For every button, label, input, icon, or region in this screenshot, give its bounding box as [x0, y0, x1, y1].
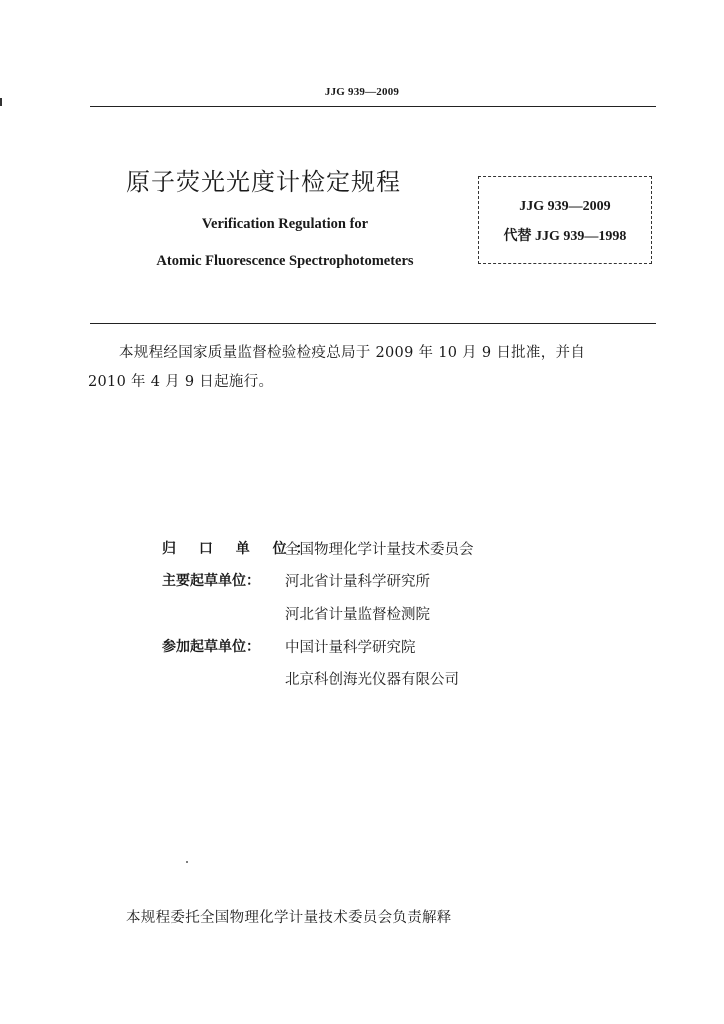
title-chinese: 原子荧光光度计检定规程: [126, 168, 401, 196]
replaces-code: 代替 JJG 939—1998: [503, 229, 627, 244]
title-english-line1: Verification Regulation for: [201, 216, 369, 232]
main-drafting-unit-1: 河北省计量科学研究所: [285, 574, 430, 590]
participating-unit-2: 北京科创海光仪器有限公司: [285, 672, 459, 688]
responsible-unit-label: 归 口 单 位：: [162, 541, 319, 557]
interpretation-note: 本规程委托全国物理化学计量技术委员会负责解释: [126, 910, 452, 926]
scan-speck: [186, 861, 188, 863]
section-rule: [90, 323, 656, 324]
participating-unit-label: 参加起草单位：: [162, 639, 260, 655]
main-drafting-unit-2: 河北省计量监督检测院: [285, 607, 430, 623]
approval-statement-line1: 本规程经国家质量监督检验检疫总局于 2009 年 10 月 9 日批准，并自: [119, 345, 586, 361]
approval-statement-line2: 2010 年 4 月 9 日起施行。: [88, 374, 274, 390]
standard-code-box: [478, 176, 652, 264]
main-drafting-unit-label: 主要起草单位：: [162, 573, 260, 589]
title-english-line2: Atomic Fluorescence Spectrophotometers: [156, 253, 414, 269]
responsible-unit-value: 全国物理化学计量技术委员会: [285, 542, 474, 558]
standard-code: JJG 939—2009: [519, 199, 611, 214]
participating-unit-1: 中国计量科学研究院: [285, 640, 416, 656]
running-header-code: JJG 939—2009: [324, 86, 400, 98]
scan-edge-mark: [0, 98, 2, 106]
header-rule: [90, 106, 656, 107]
